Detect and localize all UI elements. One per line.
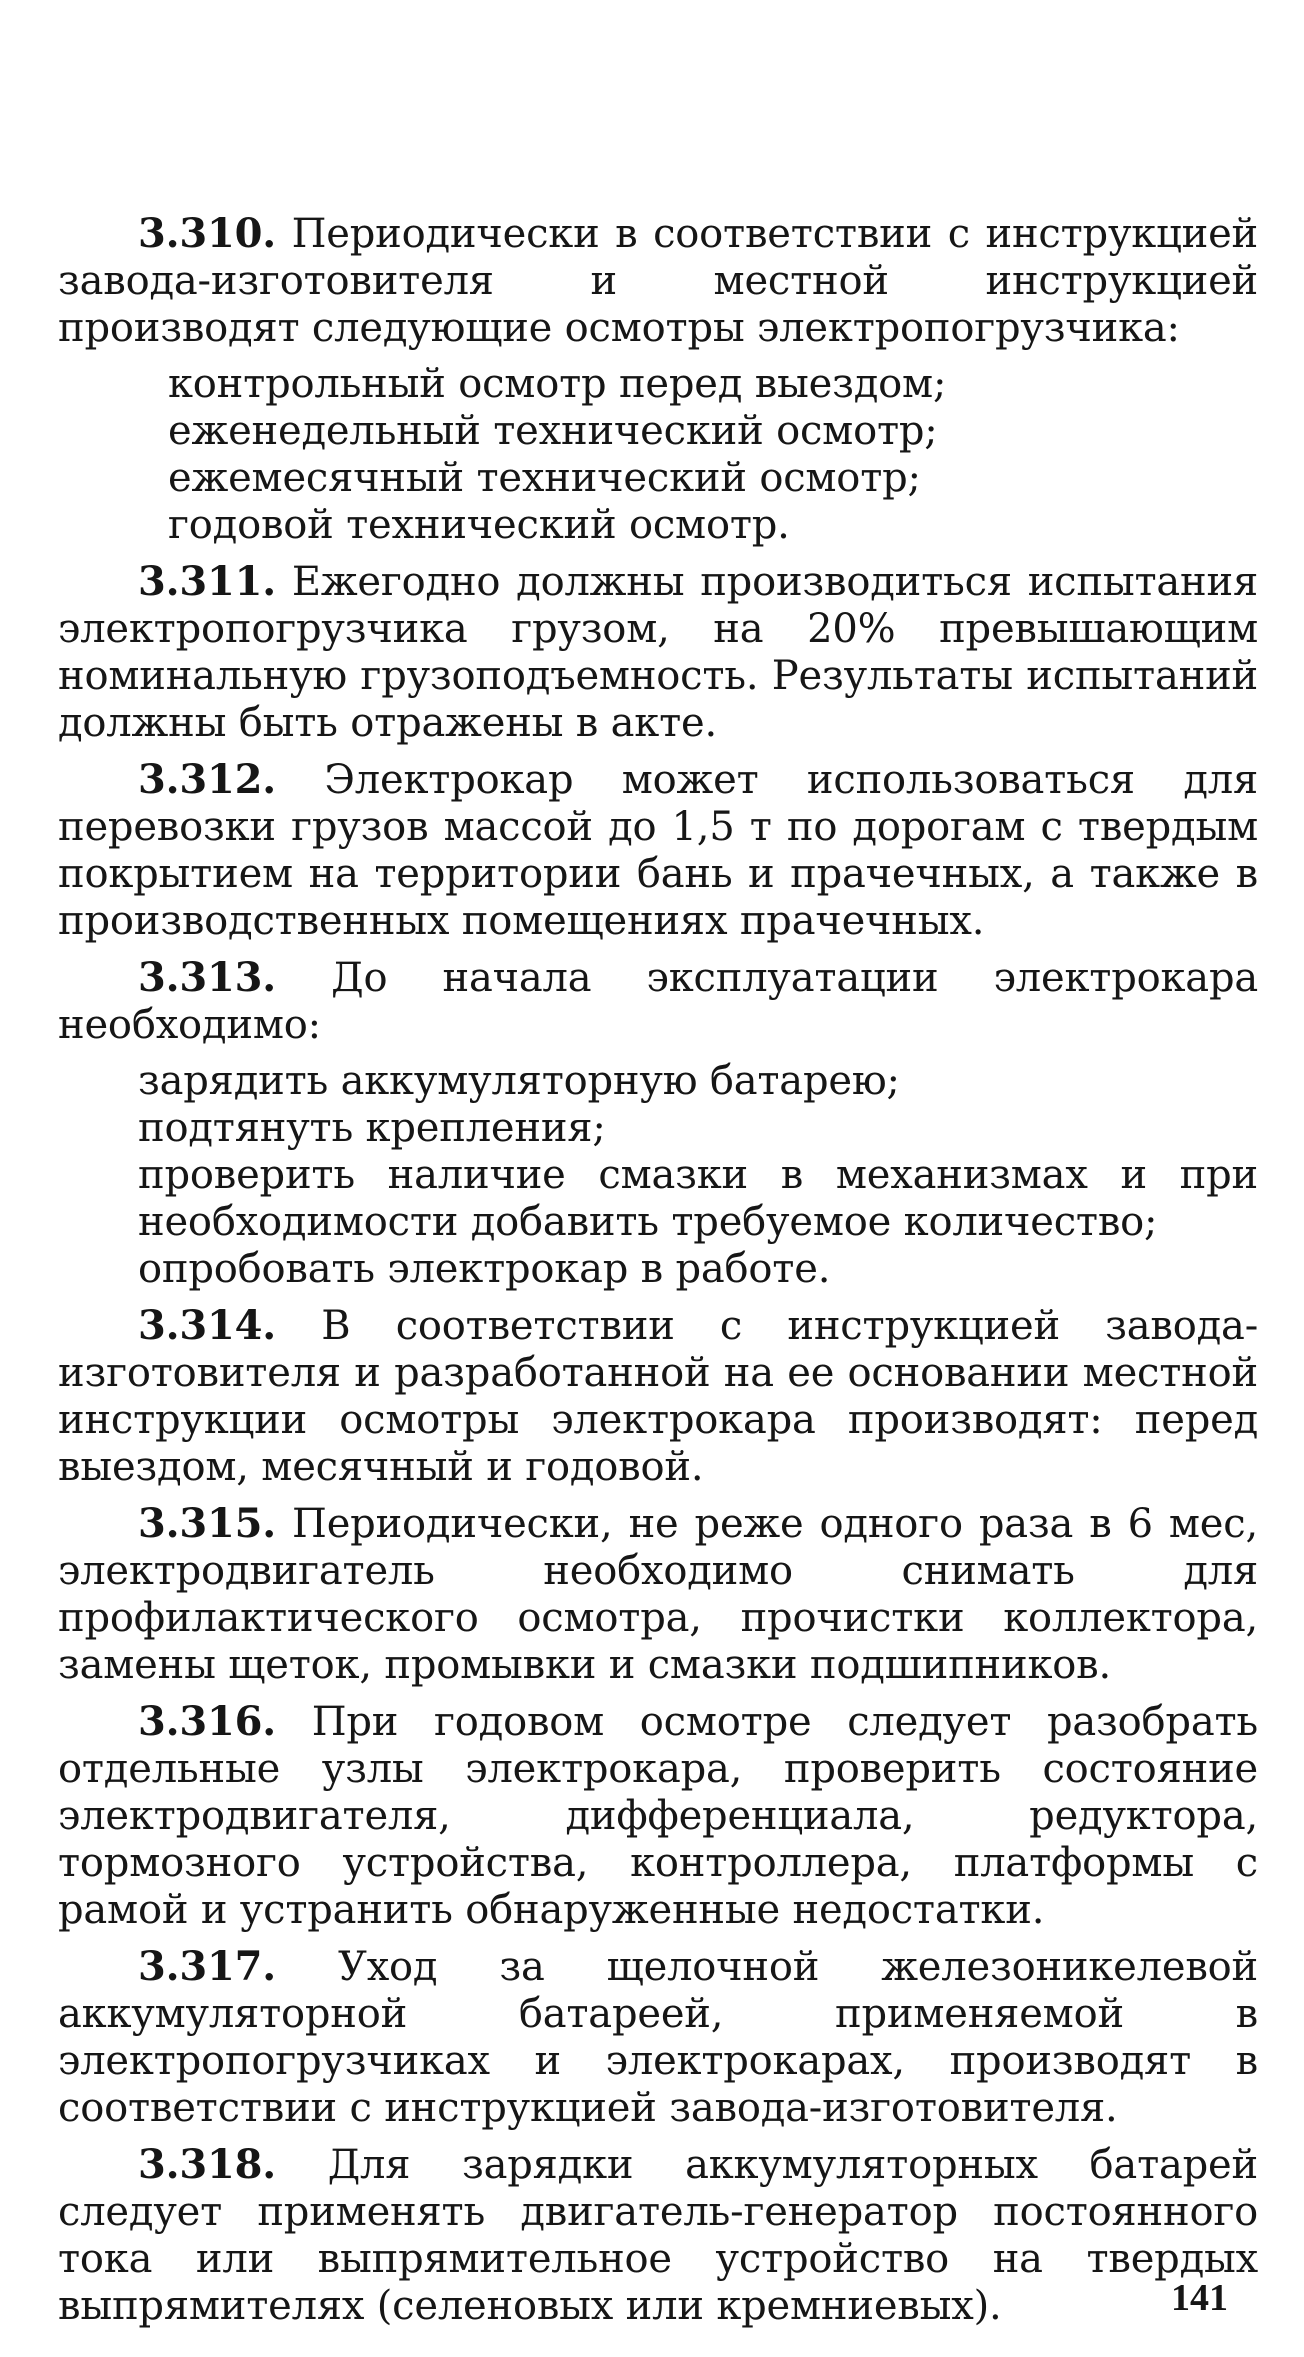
paragraph-number: 3.312. [138, 756, 276, 803]
page-body [58, 210, 1258, 2339]
paragraph-3-316 [58, 1698, 1258, 1934]
paragraph-text: Для зарядки аккумуляторных батарей следует применять двигатель-генератор постоянного тока или выпрямительное устройство на твердых выпрямителях (селеновых или кремниевых). [58, 2142, 1258, 2329]
paragraph-number: 3.311. [138, 558, 276, 605]
paragraph-3-315 [58, 1500, 1258, 1689]
list-item: еженедельный технический осмотр; [168, 408, 938, 454]
paragraph-text: Периодически в соответствии с инструкцией завода-изготовителя и местной инструкцией производят следующие осмотры электропогрузчика: [58, 211, 1259, 351]
paragraph-3-317 [58, 1943, 1258, 2132]
paragraph-text: Электрокар может использоваться для перевозки грузов массой до 1,5 т по дорогам с твердым покрытием на территории бань и прачечных, а также в производственных помещениях прачечных. [58, 757, 1258, 944]
paragraph-text: В соответствии с инструкцией завода-изготовителя и разработанной на ее основании местной инструкции осмотры электрокара производят: перед выездом, месячный и годовой. [58, 1303, 1259, 1490]
paragraph-number: 3.310. [138, 210, 276, 257]
list-item: ежемесячный технический осмотр; [168, 455, 921, 501]
paragraph-text: Периодически, не реже одного раза в 6 мес, электродвигатель необходимо снимать для профилактического осмотра, прочистки коллектора, замены щеток, промывки и смазки подшипников. [58, 1501, 1258, 1688]
inspection-list [58, 361, 1258, 549]
paragraph-number: 3.315. [138, 1500, 276, 1547]
preparation-list [58, 1058, 1258, 1293]
paragraph-3-310 [58, 210, 1258, 352]
paragraph-number: 3.316. [138, 1698, 276, 1745]
paragraph-number: 3.318. [138, 2141, 276, 2188]
paragraph-3-312 [58, 756, 1258, 945]
paragraph-number: 3.317. [138, 1943, 276, 1990]
paragraph-3-318 [58, 2141, 1258, 2330]
page-number: 141 [1171, 2277, 1228, 2319]
paragraph-number: 3.313. [138, 954, 276, 1001]
paragraph-text: При годовом осмотре следует разобрать отдельные узлы электрокара, проверить состояние электродвигателя, дифференциала, редуктора, тормозного устройства, контроллера, платформы с рамой и устранить обнаруженные недостатки. [58, 1699, 1258, 1933]
paragraph-text: До начала эксплуатации электрокара необходимо: [58, 955, 1258, 1048]
list-item: контрольный осмотр перед выездом; [168, 361, 947, 407]
list-item: проверить наличие смазки в механизмах и при необходимости добавить требуемое количество; [138, 1152, 1258, 1245]
list-item: опробовать электрокар в работе. [138, 1246, 831, 1292]
paragraph-text: Ежегодно должны производиться испытания электропогрузчика грузом, на 20% превышающим номинальную грузоподъемность. Результаты испытаний должны быть отражены в акте. [58, 559, 1258, 746]
paragraph-number: 3.314. [138, 1302, 276, 1349]
paragraph-3-313 [58, 954, 1258, 1049]
list-item: подтянуть крепления; [138, 1105, 606, 1151]
paragraph-3-311 [58, 558, 1258, 747]
paragraph-3-314 [58, 1302, 1258, 1491]
paragraph-text: Уход за щелочной железоникелевой аккумуляторной батареей, применяемой в электропогрузчиках и электрокарах, производят в соответствии с инструкцией завода-изготовителя. [58, 1944, 1258, 2131]
list-item: годовой технический осмотр. [168, 502, 790, 548]
list-item: зарядить аккумуляторную батарею; [138, 1058, 900, 1104]
